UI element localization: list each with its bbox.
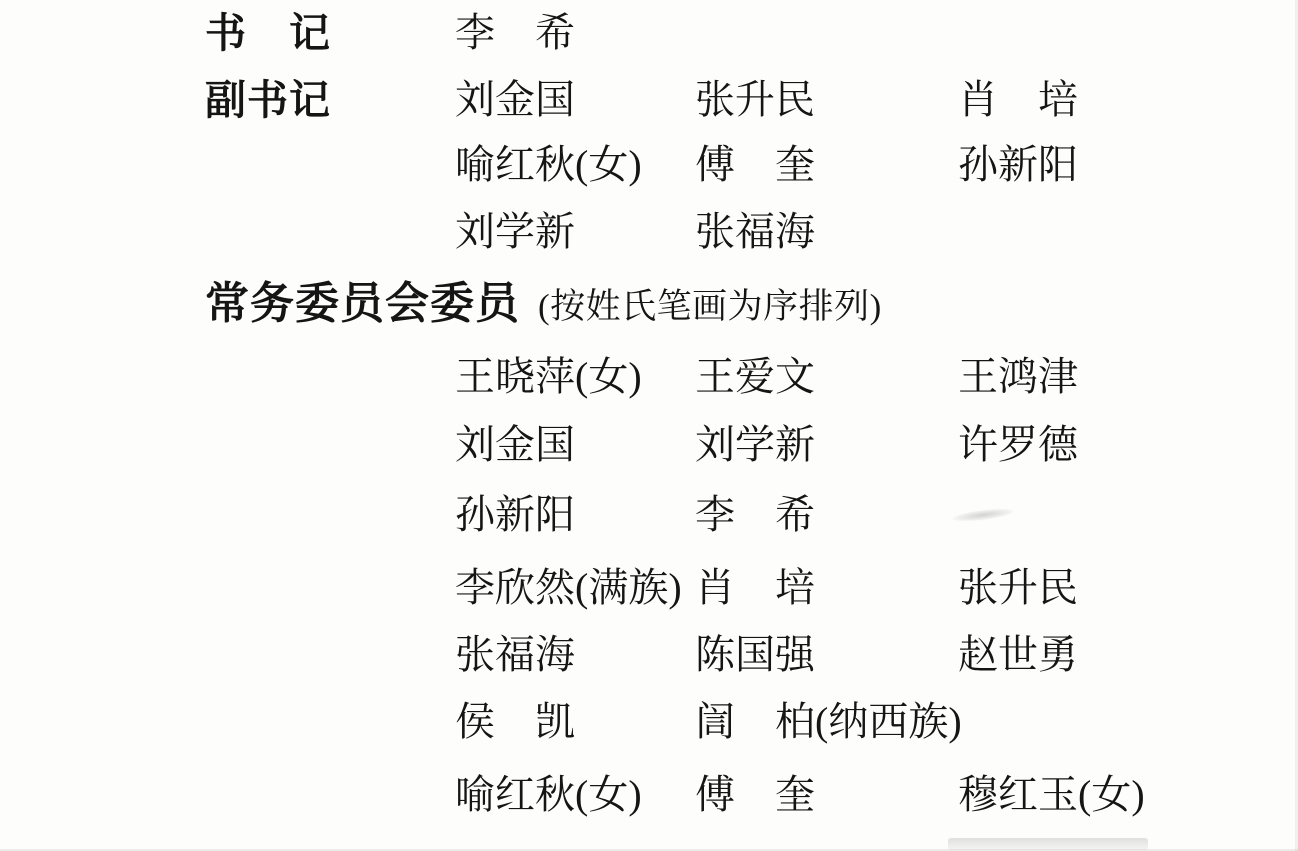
member-name: 李 希 [455,10,575,55]
member-name: 李 希 [695,492,815,537]
committee-row-5 [0,631,1298,683]
heading-standing-committee [205,278,882,330]
sort-order-note: (按姓氏笔画为序排列) [538,287,882,326]
member-name: 刘金国 [455,422,575,467]
heading-standing-committee-label: 常务委员会委员 [205,279,520,328]
member-name: 王鸿津 [958,354,1078,399]
member-name: 王晓萍(女) [455,354,642,399]
member-name: 穆红玉(女) [958,772,1145,817]
member-name: 刘金国 [455,77,575,122]
member-name: 李欣然(满族) [455,565,682,610]
deputy-secretaries-row-2 [0,141,1298,193]
member-name: 訚 柏(纳西族) [695,699,962,744]
member-name: 张升民 [695,77,815,122]
member-name: 傅 奎 [695,142,815,187]
member-name: 张福海 [695,209,815,254]
role-label-deputy-secretary: 副书记 [205,77,331,123]
member-name: 张福海 [455,632,575,677]
committee-row-6 [0,698,1298,750]
member-name: 刘学新 [455,209,575,254]
member-name: 陈国强 [695,632,815,677]
member-name: 孙新阳 [958,142,1078,187]
deputy-secretaries-row-3 [0,208,1298,260]
member-name: 喻红秋(女) [455,142,642,187]
committee-row-7 [0,771,1298,823]
standing-committee-heading-row [0,278,1298,330]
member-name: 许罗德 [958,422,1078,467]
member-name: 赵世勇 [958,632,1078,677]
member-name: 王爱文 [695,354,815,399]
committee-row-4 [0,564,1298,616]
member-name: 肖 培 [695,565,815,610]
member-name: 张升民 [958,565,1078,610]
member-name: 肖 培 [958,77,1078,122]
member-name: 孙新阳 [455,492,575,537]
role-label-secretary: 书 记 [205,10,331,56]
member-name: 喻红秋(女) [455,772,642,817]
deputy-secretaries-row-1 [0,76,1298,128]
member-name: 侯 凯 [455,699,575,744]
committee-row-1 [0,353,1298,405]
secretary-row [0,9,1298,61]
member-name: 傅 奎 [695,772,815,817]
committee-row-2 [0,421,1298,473]
committee-row-3 [0,491,1298,543]
member-name: 刘学新 [695,422,815,467]
